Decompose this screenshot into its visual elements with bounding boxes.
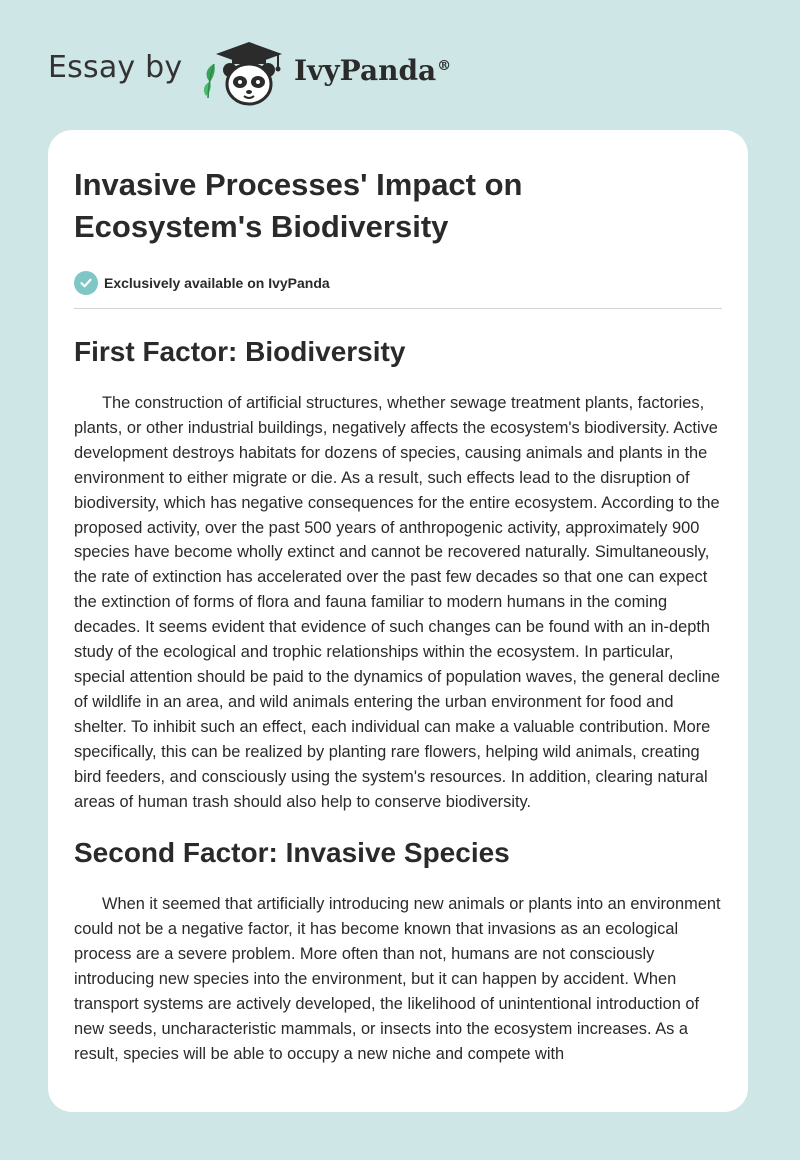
exclusive-label: Exclusively available on IvyPanda [104,275,330,291]
registered-mark: ® [437,57,452,74]
exclusive-badge [74,270,722,296]
brand-logo-text[interactable] [294,54,451,87]
essay-title: Invasive Processes' Impact on Ecosystem's Biodiversity [74,167,523,244]
site-header [0,0,800,120]
essay-card [48,130,748,1112]
section-paragraph-first-factor: The construction of artificial structures, whether sewage treatment plants, factories, plants, or other industrial buildings, negatively affects the ecosystem's biodiversity. Active development destroys habitats for dozens of species, causing animals and plants in the environment to either migrate or die. As a result, such effects lead to the disruption of biodiversity, which has negative consequences for the entire ecosystem. According to the proposed activity, over the past 500 years of anthropogenic activity, approximately 900 species have become wholly extinct and cannot be recovered naturally. Simultaneously, the rate of extinction has accelerated over the past few decades so that one can expect the extinction of forms of flora and fauna familiar to modern humans in the coming decades. It seems evident that evidence of such changes can be found with an in-depth study of the ecological and trophic relationships within the ecosystem. In particular, special attention should be paid to the dynamics of population waves, the general decline of wildlife in an area, and wild animals entering the urban environment for food and shelter. To inhibit such an effect, each individual can make a valuable contribution. More specifically, this can be realized by planting rare flowers, helping wild animals, creating bird feeders, and consciously using the system's resources. In addition, clearing natural areas of human trash should also help to conserve biodiversity. [74,394,721,811]
brand-name: IvyPanda [294,54,437,87]
section-heading-second-factor: Second Factor: Invasive Species [74,837,510,869]
check-icon [74,271,98,295]
divider [74,308,722,309]
section-paragraph-second-factor: When it seemed that artificially introducing new animals or plants into an environment could not be a negative factor, it has become known that invasions as an ecological process are a severe problem. More often than not, humans are not consciously introducing new species into the environment, but it can happen by accident. When transport systems are actively developed, the likelihood of unintentional introduction of new seeds, uncharacteristic mammals, or insects into the ecosystem increases. As a result, species will be able to occupy a new niche and compete with [74,895,721,1063]
section-heading-first-factor: First Factor: Biodiversity [74,336,406,367]
essay-by-label: Essay by [48,50,183,85]
panda-logo-icon[interactable] [212,40,286,108]
